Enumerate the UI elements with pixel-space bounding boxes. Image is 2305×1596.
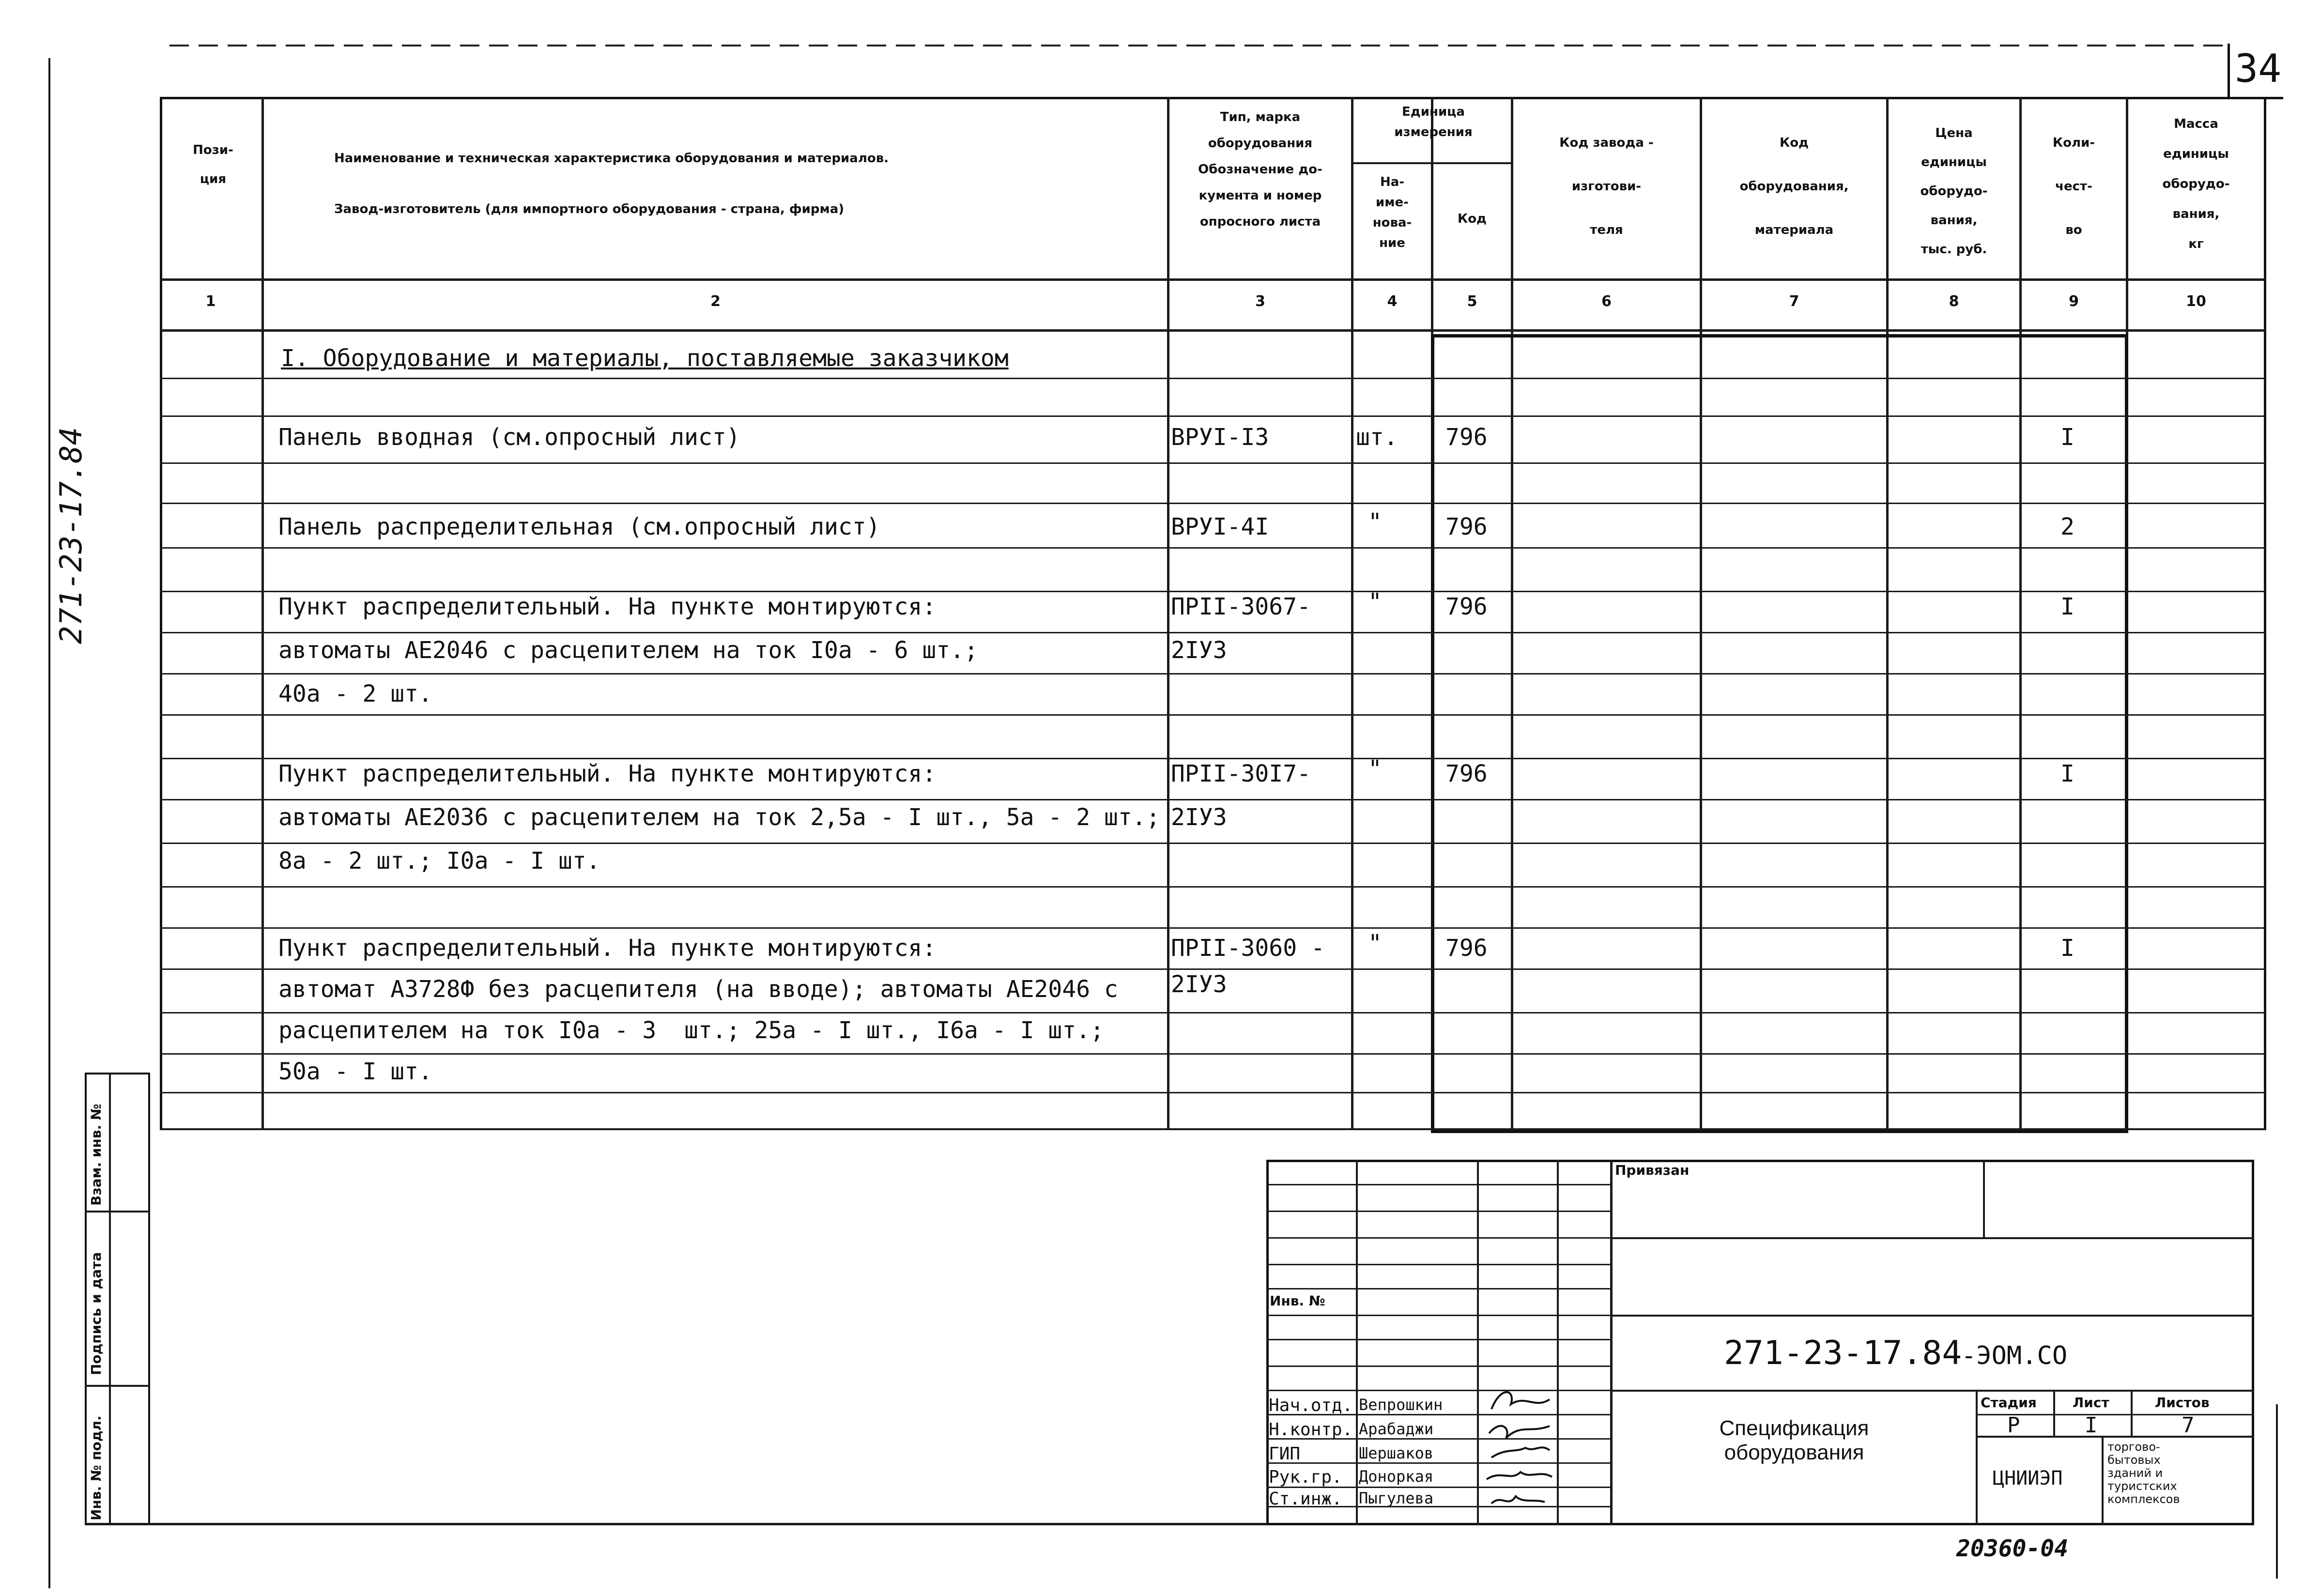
item-1-name: Панель вводная (см.опросный лист) <box>278 424 740 451</box>
header-type: Тип, марка оборудования Обозначение до- кумента и номер опросного листа <box>1198 110 1322 229</box>
item-3-unit: " <box>1368 588 1382 615</box>
item-2-code: 796 <box>1445 513 1488 540</box>
col-num-8: 8 <box>1949 293 1959 310</box>
item-3-line-2: 40а - 2 шт. <box>278 680 432 707</box>
item-4-type-2: 2IУ3 <box>1171 804 1227 831</box>
side-label-vzam: Взам. инв. № <box>88 1104 104 1206</box>
stamp-org-desc: торгово- бытовых зданий и туристских комплексов <box>2107 1440 2180 1506</box>
side-code: 271-23-17.84 <box>53 427 89 644</box>
item-4-line-2: 8а - 2 шт.; I0а - I шт. <box>278 847 600 875</box>
side-label-inv-podl: Инв. № подл. <box>88 1415 104 1520</box>
item-2-unit: " <box>1368 508 1382 536</box>
item-3-type: ПРII-3067- <box>1171 593 1311 620</box>
item-1-qty: I <box>2060 424 2074 451</box>
role-2-name: Арабаджи <box>1359 1420 1434 1438</box>
stamp-stadiya-label: Стадия <box>1981 1395 2037 1411</box>
sheet-number: 34 <box>2235 46 2282 91</box>
item-4-line-1: автоматы АЕ2036 с расцепителем на ток 2,5а - I шт., 5а - 2 шт.; <box>278 804 1160 831</box>
col-num-10: 10 <box>2186 293 2206 310</box>
col-num-7: 7 <box>1789 293 1799 310</box>
doc-title-line1: Спецификация <box>1719 1416 1869 1440</box>
item-4-qty: I <box>2060 760 2074 787</box>
item-3-type-2: 2IУ3 <box>1171 637 1227 664</box>
item-1-code: 796 <box>1445 424 1488 451</box>
item-5-name: Пункт распределительный. На пункте монтируются: <box>278 935 937 962</box>
stamp-stadiya: Р <box>2007 1413 2020 1438</box>
doc-title <box>1617 1416 1971 1465</box>
item-4-code: 796 <box>1445 760 1488 787</box>
item-4-type: ПРII-30I7- <box>1171 760 1311 787</box>
item-4-name: Пункт распределительный. На пункте монтируются: <box>278 760 937 787</box>
col-num-1: 1 <box>205 293 216 310</box>
col-num-2: 2 <box>710 293 721 310</box>
item-2-qty: 2 <box>2060 513 2074 540</box>
role-3-name: Шершаков <box>1359 1444 1434 1462</box>
header-name-line1: Наименование и техническая характеристика оборудования и материалов. <box>334 151 889 166</box>
sheet-number-box <box>2228 44 2283 99</box>
stamp-privyazan: Привязан <box>1615 1162 1690 1178</box>
col-num-5: 5 <box>1467 293 1477 310</box>
item-3-name: Пункт распределительный. На пункте монтируются: <box>278 593 937 620</box>
role-1-name: Вепрошкин <box>1359 1396 1443 1414</box>
header-mass: Масса единицы оборудо- вания, кг <box>2162 117 2230 251</box>
header-price: Цена единицы оборудо- вания, тыс. руб. <box>1920 126 1988 257</box>
stamp-listov: 7 <box>2182 1413 2195 1438</box>
item-5-code: 796 <box>1445 935 1488 962</box>
item-1-type: ВРУI-I3 <box>1171 424 1269 451</box>
role-3: ГИП <box>1269 1444 1301 1464</box>
signatures-image <box>1482 1375 1559 1525</box>
item-3-line-1: автоматы АЕ2046 с расцепителем на ток I0а - 6 шт.; <box>278 637 978 664</box>
doc-code-suffix: -ЭОМ.СО <box>1961 1341 2068 1370</box>
header-qty: Коли- чест- во <box>2052 136 2095 237</box>
stamp-inv-no: Инв. № <box>1270 1293 1325 1309</box>
stamp-listov-label: Листов <box>2155 1395 2210 1411</box>
item-5-unit: " <box>1368 930 1382 957</box>
item-2-type: ВРУI-4I <box>1171 513 1269 540</box>
col-num-9: 9 <box>2069 293 2079 310</box>
side-label-podpis: Подпись и дата <box>88 1252 104 1375</box>
doc-code: 271-23-17.84 <box>1724 1334 1962 1372</box>
role-1: Нач.отд. <box>1269 1396 1353 1415</box>
item-5-line-3: 50а - I шт. <box>278 1058 432 1085</box>
item-2-name: Панель распределительная (см.опросный лист) <box>278 513 880 540</box>
header-unit: Единица измерения <box>1394 105 1473 139</box>
item-5-qty: I <box>2060 935 2074 962</box>
col-num-4: 4 <box>1387 293 1398 310</box>
item-4-unit: " <box>1368 755 1382 783</box>
footer-code: 20360-04 <box>1956 1535 2069 1562</box>
item-1-unit: шт. <box>1356 424 1398 451</box>
item-5-line-2: расцепителем на ток I0а - 3 шт.; 25а - I шт., I6а - I шт.; <box>278 1017 1105 1044</box>
col-num-3: 3 <box>1255 293 1265 310</box>
top-border-line <box>169 45 2232 46</box>
item-5-type: ПРII-3060 - <box>1171 935 1325 962</box>
role-4: Рук.гр. <box>1269 1467 1342 1487</box>
header-unit-name: На- име- нова- ние <box>1372 175 1412 250</box>
item-5-type-2: 2IУ3 <box>1171 971 1227 998</box>
stamp-list: I <box>2085 1413 2098 1438</box>
col-num-6: 6 <box>1601 293 1612 310</box>
role-2: Н.контр. <box>1269 1420 1353 1440</box>
item-3-code: 796 <box>1445 593 1488 620</box>
section-title: I. Оборудование и материалы, поставляемые заказчиком <box>281 345 1009 372</box>
header-unit-code: Код <box>1457 212 1487 226</box>
header-factory-code: Код завода - изготови- теля <box>1559 136 1654 237</box>
left-border <box>48 58 50 1588</box>
stamp-list-label: Лист <box>2073 1395 2109 1411</box>
item-3-qty: I <box>2060 593 2074 620</box>
role-5-name: Пыгулева <box>1359 1489 1434 1507</box>
header-position: Пози- ция <box>193 143 233 186</box>
header-name-line2: Завод-изготовитель (для импортного оборудования - страна, фирма) <box>334 202 845 216</box>
item-5-line-1: автомат А3728Ф без расцепителя (на вводе); автоматы АЕ2046 с <box>278 976 1118 1003</box>
doc-title-line2: оборудования <box>1724 1441 1864 1464</box>
role-5: Ст.инж. <box>1269 1489 1342 1509</box>
role-4-name: Доноркая <box>1359 1467 1434 1486</box>
stamp-org: ЦНИИЭП <box>1993 1467 2063 1489</box>
header-equipment-code: Код оборудования, материала <box>1739 136 1849 237</box>
